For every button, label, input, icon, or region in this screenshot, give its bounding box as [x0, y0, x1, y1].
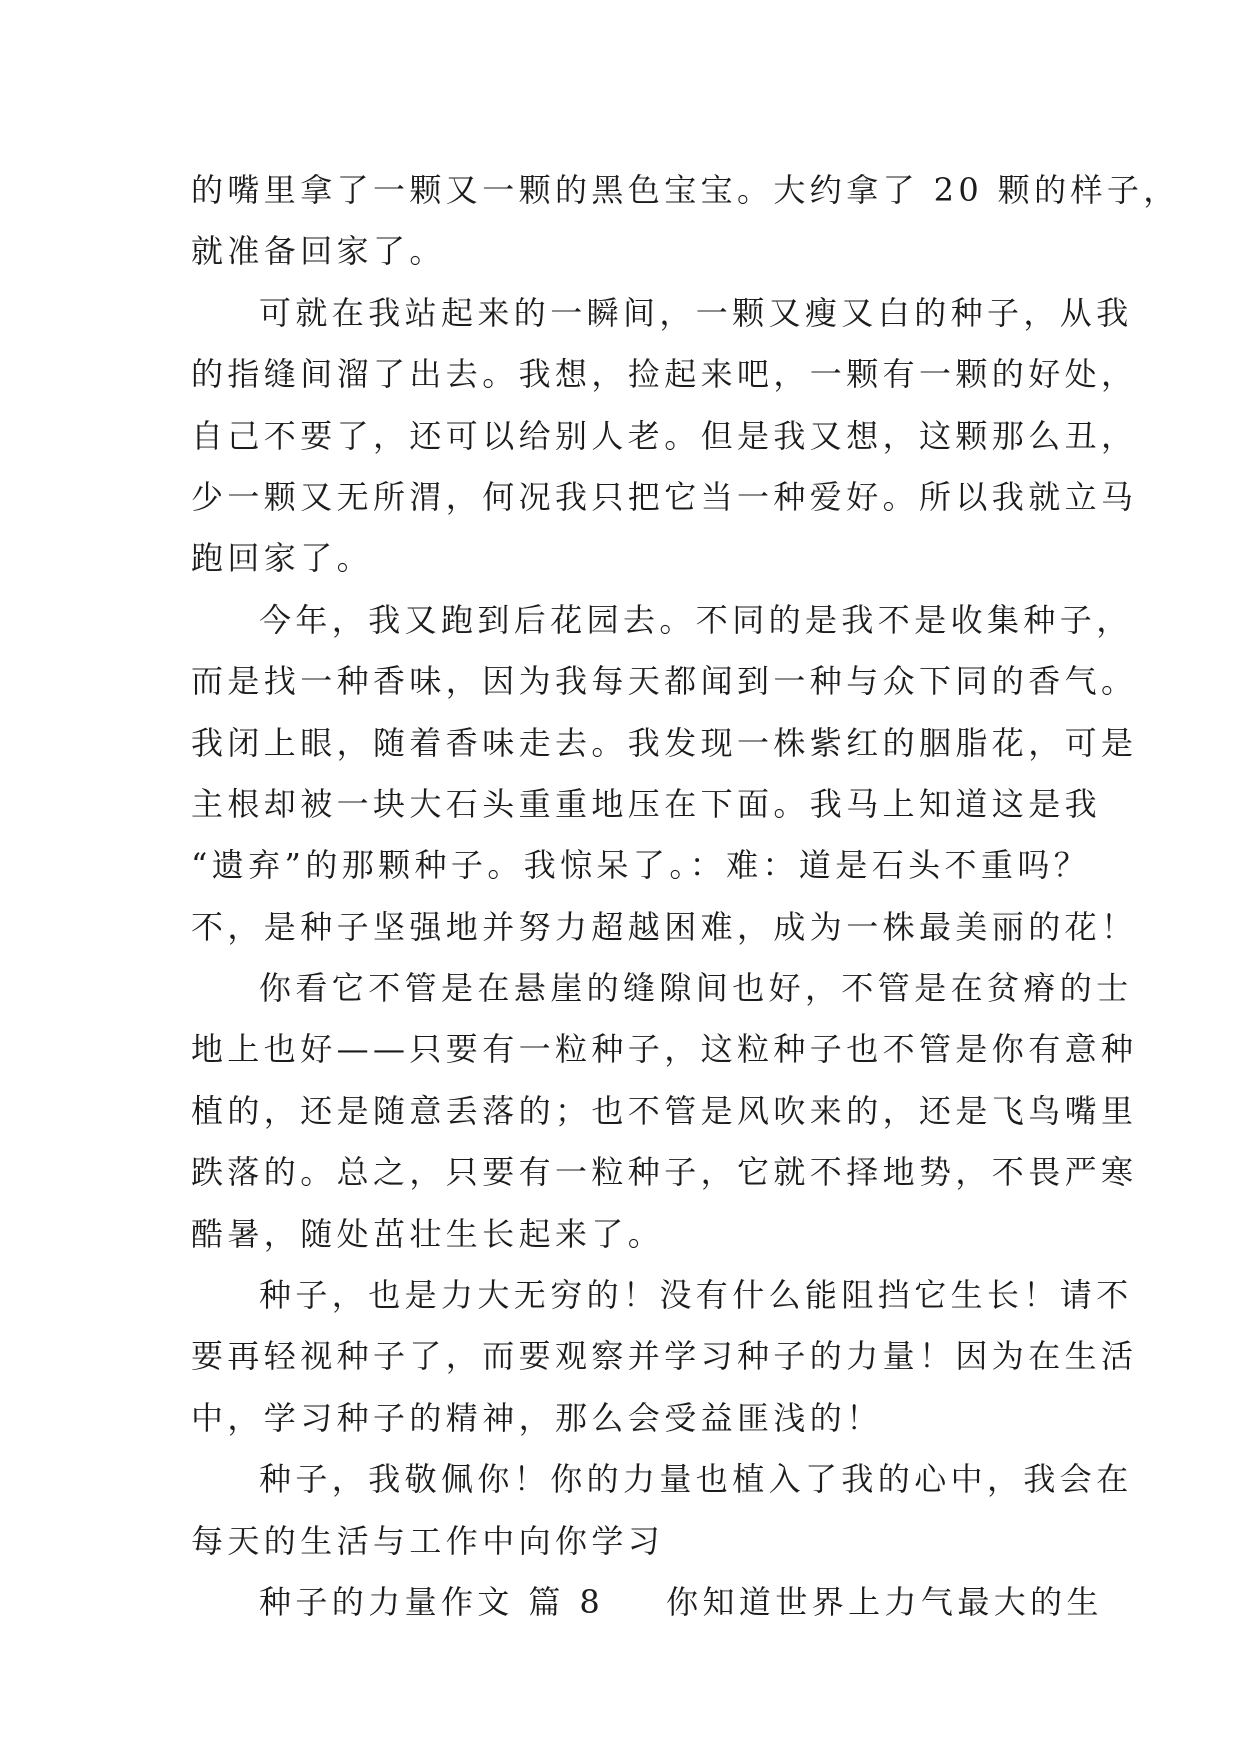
- text-line: 而是找一种香味，因为我每天都闻到一种与众下同的香气。: [191, 662, 1138, 701]
- text-line: 我闭上眼，随着香味走去。我发现一株紫红的胭脂花，可是: [191, 723, 1138, 762]
- text-line: 主根却被一块大石头重重地压在下面。我马上知道这是我: [191, 784, 1102, 823]
- part-number: 篇 8: [528, 1582, 605, 1621]
- text-line: 地上也好——只要有一粒种子，这粒种子也不管是你有意种: [191, 1030, 1138, 1069]
- text-line: 不，是种子坚强地并努力超越困难，成为一株最美丽的花！: [191, 907, 1138, 946]
- text-line: 少一颗又无所渭，何况我只把它当一种爱好。所以我就立马: [191, 477, 1138, 516]
- section-heading-line: [191, 1572, 1103, 1633]
- text-line: “遗弃”的那颗种子。我惊呆了。：难：道是石头不重吗？: [191, 846, 1091, 885]
- text-line: 中，学习种子的精神，那么会受益匪浅的！: [191, 1398, 883, 1437]
- text-line: 跑回家了。: [191, 539, 374, 578]
- text-line: 酷暑，随处茁壮生长起来了。: [191, 1214, 665, 1253]
- paragraph-start-line: 你看它不管是在悬崖的缝隙间也好，不管是在贫瘠的士: [259, 969, 1133, 1008]
- paragraph-start-line: 可就在我站起来的一瞬间，一颗又瘦又白的种子，从我: [259, 293, 1133, 332]
- paragraph-start-line: 种子，我敬佩你！你的力量也植入了我的心中，我会在: [259, 1460, 1133, 1499]
- text-line: 植的，还是随意丢落的；也不管是风吹来的，还是飞鸟嘴里: [191, 1091, 1138, 1130]
- text-line: 要再轻视种子了，而要观察并学习种子的力量！因为在生活: [191, 1337, 1138, 1376]
- paragraph-start-line: 今年，我又跑到后花园去。不同的是我不是收集种子，: [259, 600, 1133, 639]
- essay-title: 种子的力量作文: [259, 1582, 514, 1621]
- text-line: 每天的生活与工作中向你学习: [191, 1521, 665, 1560]
- text-line: 就准备回家了。: [191, 232, 446, 271]
- text-line: 的指缝间溜了出去。我想，捡起来吧，一颗有一颗的好处，: [191, 355, 1138, 394]
- text-line: 跌落的。总之，只要有一粒种子，它就不择地势，不畏严寒: [191, 1153, 1138, 1192]
- text-line: 的嘴里拿了一颗又一颗的黑色宝宝。大约拿了 20 颗的样子，: [191, 171, 1180, 209]
- heading-continuation: 你知道世界上力气最大的生: [666, 1582, 1103, 1621]
- text-line: 自己不要了，还可以给别人老。但是我又想，这颗那么丑，: [191, 416, 1138, 455]
- paragraph-start-line: 种子，也是力大无穷的！没有什么能阻挡它生长！请不: [259, 1276, 1133, 1315]
- essay-body: [191, 160, 1180, 1633]
